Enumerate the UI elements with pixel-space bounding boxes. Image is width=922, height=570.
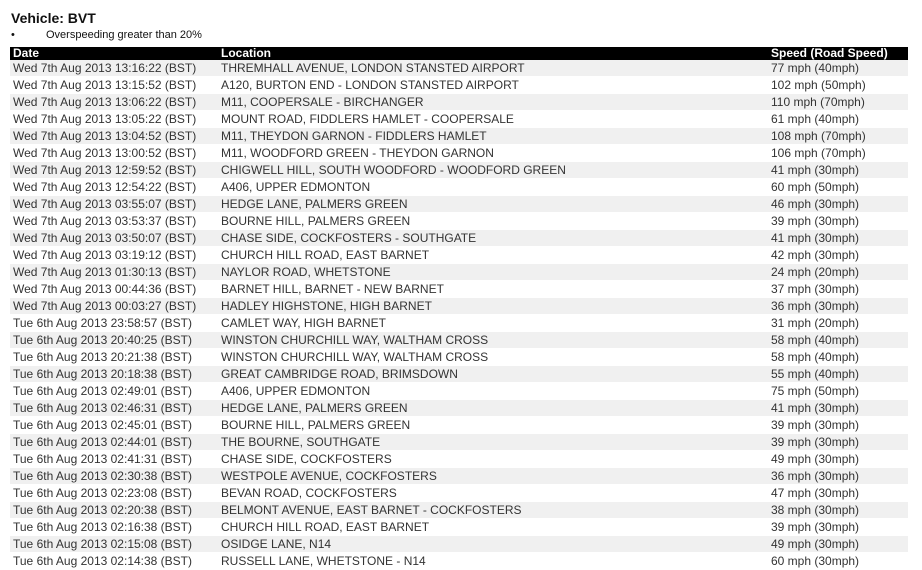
table-row [10, 230, 908, 247]
speed-cell: 108 mph (70mph) [768, 128, 908, 145]
date-cell: Wed 7th Aug 2013 13:16:22 (BST) [10, 60, 218, 77]
overspeed-table [10, 47, 908, 570]
table-row [10, 502, 908, 519]
speed-cell: 39 mph (30mph) [768, 213, 908, 230]
speed-cell: 38 mph (30mph) [768, 502, 908, 519]
criteria-label: Overspeeding greater than 20% [46, 29, 202, 41]
speed-cell: 49 mph (30mph) [768, 451, 908, 468]
page-title: Vehicle: BVT [11, 10, 96, 26]
location-cell: WINSTON CHURCHILL WAY, WALTHAM CROSS [218, 332, 768, 349]
location-cell: CHASE SIDE, COCKFOSTERS - SOUTHGATE [218, 230, 768, 247]
location-cell: A406, UPPER EDMONTON [218, 179, 768, 196]
table-row [10, 179, 908, 196]
location-cell: CHASE SIDE, COCKFOSTERS [218, 451, 768, 468]
location-cell: CHIGWELL HILL, SOUTH WOODFORD - WOODFORD GREEN [218, 162, 768, 179]
table-row [10, 417, 908, 434]
table-row [10, 519, 908, 536]
column-header-speed: Speed (Road Speed) [768, 47, 908, 60]
speed-cell: 75 mph (50mph) [768, 383, 908, 400]
date-cell: Wed 7th Aug 2013 12:54:22 (BST) [10, 179, 218, 196]
speed-cell: 55 mph (40mph) [768, 366, 908, 383]
location-cell: HEDGE LANE, PALMERS GREEN [218, 400, 768, 417]
table-row [10, 315, 908, 332]
table-row [10, 128, 908, 145]
date-cell: Tue 6th Aug 2013 02:45:01 (BST) [10, 417, 218, 434]
speed-cell: 37 mph (30mph) [768, 281, 908, 298]
table-row [10, 111, 908, 128]
location-cell: HEDGE LANE, PALMERS GREEN [218, 196, 768, 213]
speed-cell: 58 mph (40mph) [768, 349, 908, 366]
date-cell: Tue 6th Aug 2013 02:44:01 (BST) [10, 434, 218, 451]
date-cell: Tue 6th Aug 2013 20:40:25 (BST) [10, 332, 218, 349]
date-cell: Wed 7th Aug 2013 12:59:52 (BST) [10, 162, 218, 179]
table-body [10, 60, 908, 570]
location-cell: RUSSELL LANE, WHETSTONE - N14 [218, 553, 768, 570]
table-row [10, 332, 908, 349]
speed-cell: 41 mph (30mph) [768, 230, 908, 247]
speed-cell: 41 mph (30mph) [768, 162, 908, 179]
date-cell: Wed 7th Aug 2013 13:05:22 (BST) [10, 111, 218, 128]
table-row [10, 366, 908, 383]
location-cell: CHURCH HILL ROAD, EAST BARNET [218, 247, 768, 264]
speed-cell: 36 mph (30mph) [768, 298, 908, 315]
location-cell: CHURCH HILL ROAD, EAST BARNET [218, 519, 768, 536]
bullet-icon: • [11, 29, 15, 41]
speed-cell: 46 mph (30mph) [768, 196, 908, 213]
location-cell: WINSTON CHURCHILL WAY, WALTHAM CROSS [218, 349, 768, 366]
speed-cell: 47 mph (30mph) [768, 485, 908, 502]
speed-cell: 106 mph (70mph) [768, 145, 908, 162]
table-row [10, 247, 908, 264]
speed-cell: 58 mph (40mph) [768, 332, 908, 349]
speed-cell: 24 mph (20mph) [768, 264, 908, 281]
speed-cell: 60 mph (30mph) [768, 553, 908, 570]
location-cell: CAMLET WAY, HIGH BARNET [218, 315, 768, 332]
date-cell: Tue 6th Aug 2013 02:30:38 (BST) [10, 468, 218, 485]
date-cell: Wed 7th Aug 2013 00:44:36 (BST) [10, 281, 218, 298]
date-cell: Tue 6th Aug 2013 02:49:01 (BST) [10, 383, 218, 400]
location-cell: THREMHALL AVENUE, LONDON STANSTED AIRPORT [218, 60, 768, 77]
date-cell: Wed 7th Aug 2013 13:15:52 (BST) [10, 77, 218, 94]
table-header-row [10, 47, 908, 60]
speed-cell: 60 mph (50mph) [768, 179, 908, 196]
table-row [10, 400, 908, 417]
speed-cell: 49 mph (30mph) [768, 536, 908, 553]
table-row [10, 77, 908, 94]
table-row [10, 553, 908, 570]
table-row [10, 536, 908, 553]
speed-cell: 110 mph (70mph) [768, 94, 908, 111]
speed-cell: 61 mph (40mph) [768, 111, 908, 128]
date-cell: Tue 6th Aug 2013 02:16:38 (BST) [10, 519, 218, 536]
speed-cell: 36 mph (30mph) [768, 468, 908, 485]
speed-cell: 39 mph (30mph) [768, 519, 908, 536]
date-cell: Wed 7th Aug 2013 13:04:52 (BST) [10, 128, 218, 145]
location-cell: A406, UPPER EDMONTON [218, 383, 768, 400]
table-row [10, 264, 908, 281]
location-cell: BOURNE HILL, PALMERS GREEN [218, 213, 768, 230]
date-cell: Tue 6th Aug 2013 23:58:57 (BST) [10, 315, 218, 332]
location-cell: BOURNE HILL, PALMERS GREEN [218, 417, 768, 434]
location-cell: M11, WOODFORD GREEN - THEYDON GARNON [218, 145, 768, 162]
location-cell: WESTPOLE AVENUE, COCKFOSTERS [218, 468, 768, 485]
table-row [10, 298, 908, 315]
table-row [10, 196, 908, 213]
table-row [10, 383, 908, 400]
table-row [10, 434, 908, 451]
location-cell: OSIDGE LANE, N14 [218, 536, 768, 553]
table-row [10, 349, 908, 366]
table-row [10, 485, 908, 502]
speed-cell: 42 mph (30mph) [768, 247, 908, 264]
date-cell: Tue 6th Aug 2013 02:41:31 (BST) [10, 451, 218, 468]
location-cell: BEVAN ROAD, COCKFOSTERS [218, 485, 768, 502]
column-header-location: Location [218, 47, 768, 60]
speed-cell: 39 mph (30mph) [768, 434, 908, 451]
table-row [10, 451, 908, 468]
date-cell: Wed 7th Aug 2013 00:03:27 (BST) [10, 298, 218, 315]
speed-cell: 39 mph (30mph) [768, 417, 908, 434]
table-row [10, 468, 908, 485]
date-cell: Tue 6th Aug 2013 02:14:38 (BST) [10, 553, 218, 570]
date-cell: Wed 7th Aug 2013 03:55:07 (BST) [10, 196, 218, 213]
table-row [10, 162, 908, 179]
date-cell: Tue 6th Aug 2013 02:23:08 (BST) [10, 485, 218, 502]
table-row [10, 281, 908, 298]
location-cell: BARNET HILL, BARNET - NEW BARNET [218, 281, 768, 298]
location-cell: BELMONT AVENUE, EAST BARNET - COCKFOSTERS [218, 502, 768, 519]
date-cell: Wed 7th Aug 2013 13:00:52 (BST) [10, 145, 218, 162]
date-cell: Tue 6th Aug 2013 20:21:38 (BST) [10, 349, 218, 366]
date-cell: Wed 7th Aug 2013 03:19:12 (BST) [10, 247, 218, 264]
location-cell: M11, COOPERSALE - BIRCHANGER [218, 94, 768, 111]
date-cell: Tue 6th Aug 2013 02:15:08 (BST) [10, 536, 218, 553]
location-cell: THE BOURNE, SOUTHGATE [218, 434, 768, 451]
date-cell: Tue 6th Aug 2013 20:18:38 (BST) [10, 366, 218, 383]
location-cell: HADLEY HIGHSTONE, HIGH BARNET [218, 298, 768, 315]
location-cell: A120, BURTON END - LONDON STANSTED AIRPORT [218, 77, 768, 94]
table-row [10, 60, 908, 77]
location-cell: GREAT CAMBRIDGE ROAD, BRIMSDOWN [218, 366, 768, 383]
date-cell: Tue 6th Aug 2013 02:20:38 (BST) [10, 502, 218, 519]
column-header-date: Date [10, 47, 218, 60]
date-cell: Wed 7th Aug 2013 03:50:07 (BST) [10, 230, 218, 247]
table-row [10, 94, 908, 111]
location-cell: NAYLOR ROAD, WHETSTONE [218, 264, 768, 281]
speed-cell: 31 mph (20mph) [768, 315, 908, 332]
date-cell: Wed 7th Aug 2013 01:30:13 (BST) [10, 264, 218, 281]
speed-cell: 102 mph (50mph) [768, 77, 908, 94]
table-row [10, 213, 908, 230]
date-cell: Wed 7th Aug 2013 13:06:22 (BST) [10, 94, 218, 111]
date-cell: Tue 6th Aug 2013 02:46:31 (BST) [10, 400, 218, 417]
date-cell: Wed 7th Aug 2013 03:53:37 (BST) [10, 213, 218, 230]
speed-cell: 41 mph (30mph) [768, 400, 908, 417]
speed-cell: 77 mph (40mph) [768, 60, 908, 77]
location-cell: MOUNT ROAD, FIDDLERS HAMLET - COOPERSALE [218, 111, 768, 128]
location-cell: M11, THEYDON GARNON - FIDDLERS HAMLET [218, 128, 768, 145]
table-row [10, 145, 908, 162]
